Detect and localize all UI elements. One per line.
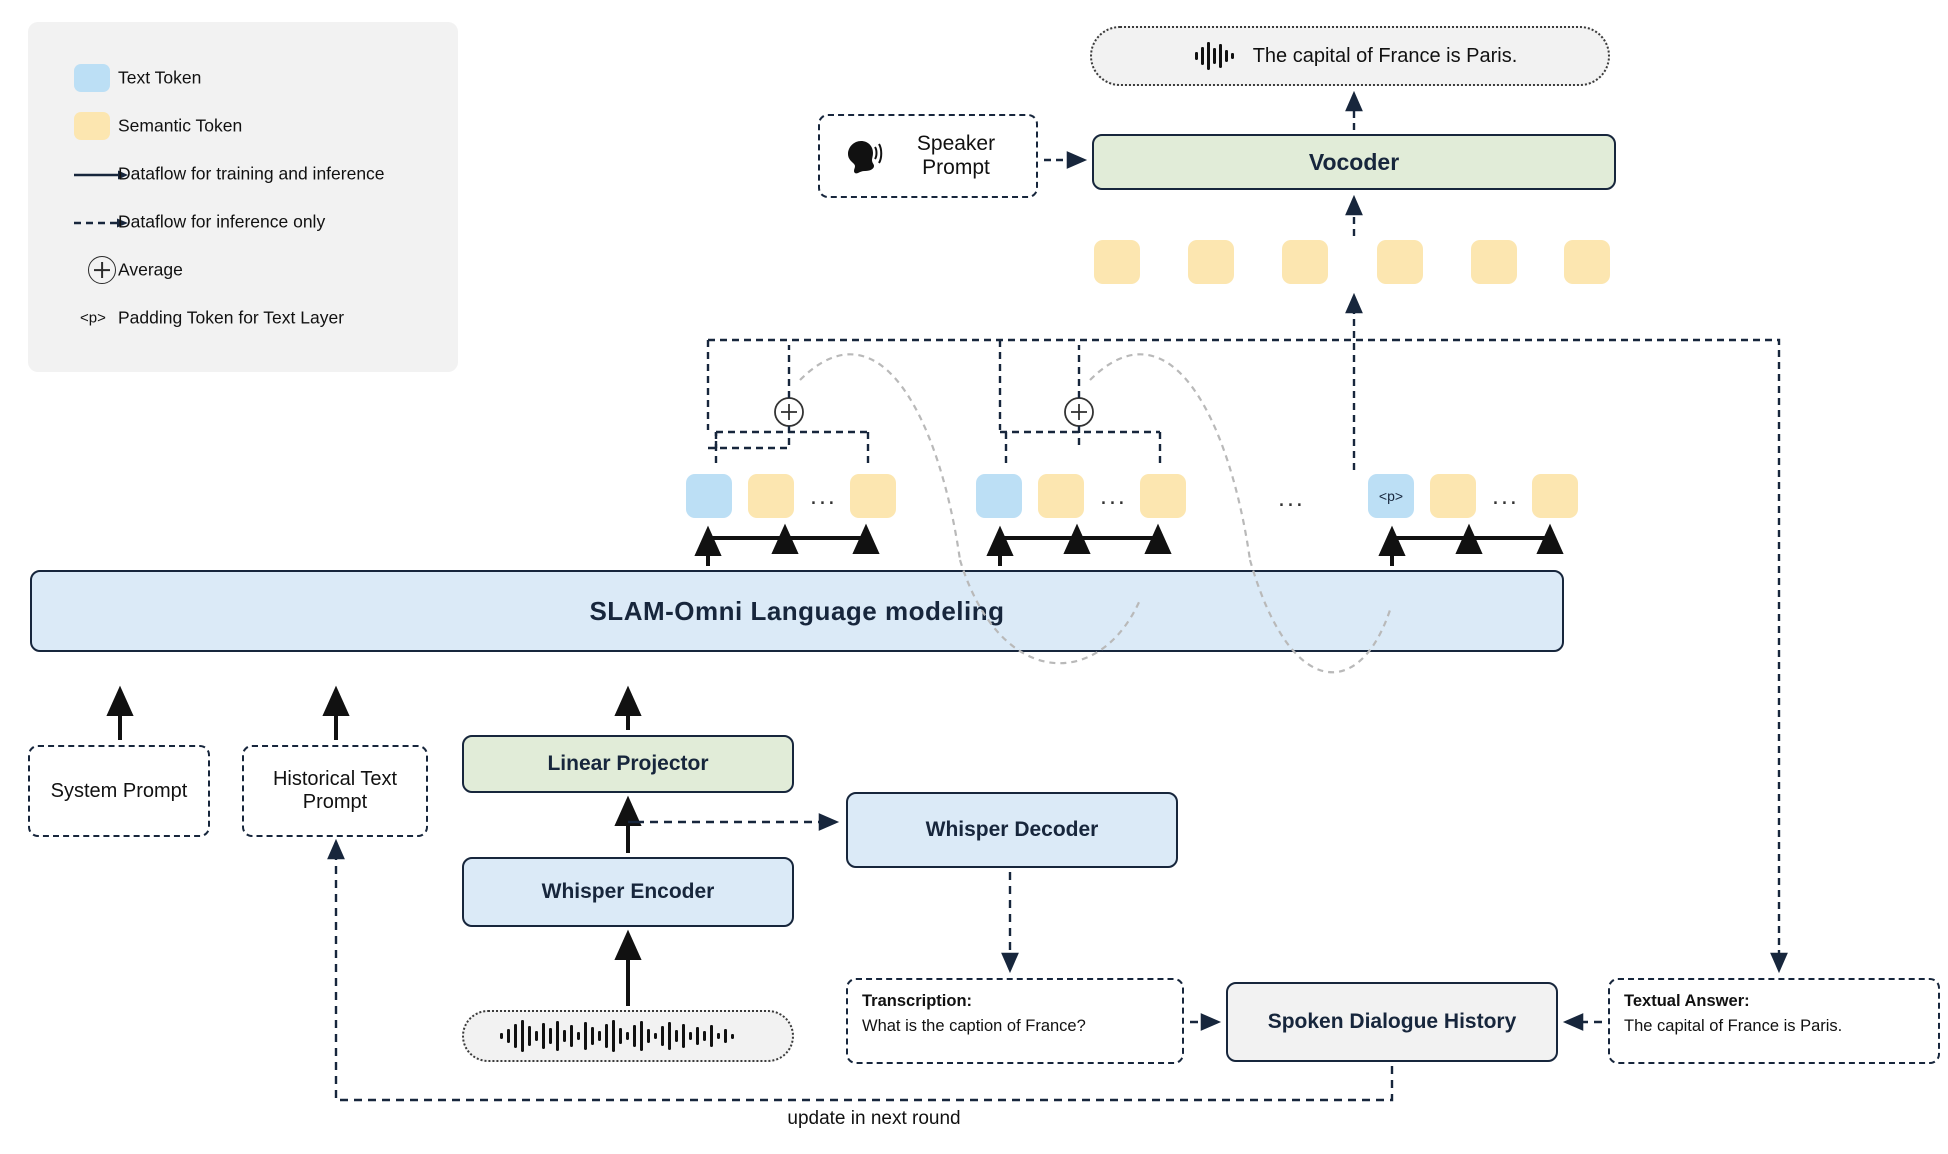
legend-item-dashed-arrow bbox=[28, 202, 458, 242]
lm-output-group-1 bbox=[686, 474, 896, 520]
padding-token-chip: <p> bbox=[1368, 474, 1414, 518]
semantic-token-row-top bbox=[1094, 240, 1614, 284]
system-prompt-block bbox=[28, 745, 210, 837]
slam-omni-label: SLAM-Omni Language modeling bbox=[589, 595, 1005, 626]
whisper-encoder-block bbox=[462, 857, 794, 927]
semantic-token-chip bbox=[1430, 474, 1476, 518]
speech-output-text: The capital of France is Paris. bbox=[1252, 44, 1518, 67]
legend-label: Dataflow for training and inference bbox=[118, 163, 385, 184]
legend-panel bbox=[28, 22, 458, 372]
historical-text-prompt-block bbox=[242, 745, 428, 837]
transcription-value: What is the caption of France? bbox=[862, 1017, 1086, 1035]
legend-item-average bbox=[28, 250, 458, 290]
ellipsis-label: ... bbox=[1492, 482, 1519, 510]
system-prompt-label: System Prompt bbox=[50, 779, 188, 802]
text-token-chip bbox=[686, 474, 732, 518]
spoken-dialogue-history-label: Spoken Dialogue History bbox=[1267, 1009, 1517, 1033]
speech-output-bubble bbox=[1090, 26, 1610, 86]
vocoder-label: Vocoder bbox=[1308, 148, 1400, 175]
waveform-icon bbox=[498, 1019, 758, 1053]
textual-answer-block bbox=[1608, 978, 1940, 1064]
whisper-decoder-label: Whisper Decoder bbox=[925, 818, 1099, 841]
legend-item-semantic-token bbox=[28, 106, 458, 146]
slam-omni-block bbox=[30, 570, 1564, 652]
speaker-prompt-block bbox=[818, 114, 1038, 198]
semantic-token-chip bbox=[1532, 474, 1578, 518]
semantic-token-chip bbox=[1377, 240, 1423, 284]
vocoder-block bbox=[1092, 134, 1616, 190]
speaker-prompt-label: Speaker Prompt bbox=[916, 132, 996, 179]
audio-input-bubble bbox=[462, 1010, 794, 1062]
transcription-key: Transcription: bbox=[862, 992, 973, 1010]
group-ellipsis-label: ... bbox=[1278, 484, 1305, 512]
lm-output-group-3 bbox=[1368, 474, 1578, 520]
semantic-token-chip bbox=[1094, 240, 1140, 284]
plus-circle-icon bbox=[88, 256, 116, 284]
speaker-head-icon bbox=[840, 134, 886, 178]
legend-label: Padding Token for Text Layer bbox=[118, 307, 345, 328]
legend-item-padding-token bbox=[28, 298, 458, 338]
semantic-token-chip bbox=[1140, 474, 1186, 518]
semantic-token-chip bbox=[1471, 240, 1517, 284]
transcription-block bbox=[846, 978, 1184, 1064]
update-next-round-label: update in next round bbox=[787, 1108, 961, 1129]
legend-label: Semantic Token bbox=[118, 115, 243, 136]
semantic-token-chip bbox=[1188, 240, 1234, 284]
semantic-token-chip bbox=[748, 474, 794, 518]
spoken-dialogue-history-block bbox=[1226, 982, 1558, 1062]
legend-label: Average bbox=[118, 259, 183, 280]
text-token-chip bbox=[976, 474, 1022, 518]
linear-projector-block bbox=[462, 735, 794, 793]
linear-projector-label: Linear Projector bbox=[547, 752, 709, 775]
legend-label: Text Token bbox=[118, 67, 202, 88]
textual-answer-value: The capital of France is Paris. bbox=[1624, 1017, 1843, 1035]
ellipsis-label: ... bbox=[810, 482, 837, 510]
semantic-token-chip bbox=[1038, 474, 1084, 518]
semantic-token-swatch bbox=[74, 112, 110, 140]
semantic-token-chip bbox=[1282, 240, 1328, 284]
textual-answer-key: Textual Answer: bbox=[1624, 992, 1750, 1010]
waveform-icon bbox=[1193, 39, 1241, 73]
legend-item-solid-arrow bbox=[28, 154, 458, 194]
text-token-swatch bbox=[74, 64, 110, 92]
padding-token-icon: <p> bbox=[80, 309, 106, 327]
lm-output-group-2 bbox=[976, 474, 1186, 520]
whisper-encoder-label: Whisper Encoder bbox=[541, 880, 715, 903]
legend-label: Dataflow for inference only bbox=[118, 211, 326, 232]
semantic-token-chip bbox=[1564, 240, 1610, 284]
legend-item-text-token bbox=[28, 58, 458, 98]
semantic-token-chip bbox=[850, 474, 896, 518]
ellipsis-label: ... bbox=[1100, 482, 1127, 510]
historical-text-prompt-label: Historical Text Prompt bbox=[272, 768, 398, 813]
whisper-decoder-block bbox=[846, 792, 1178, 868]
